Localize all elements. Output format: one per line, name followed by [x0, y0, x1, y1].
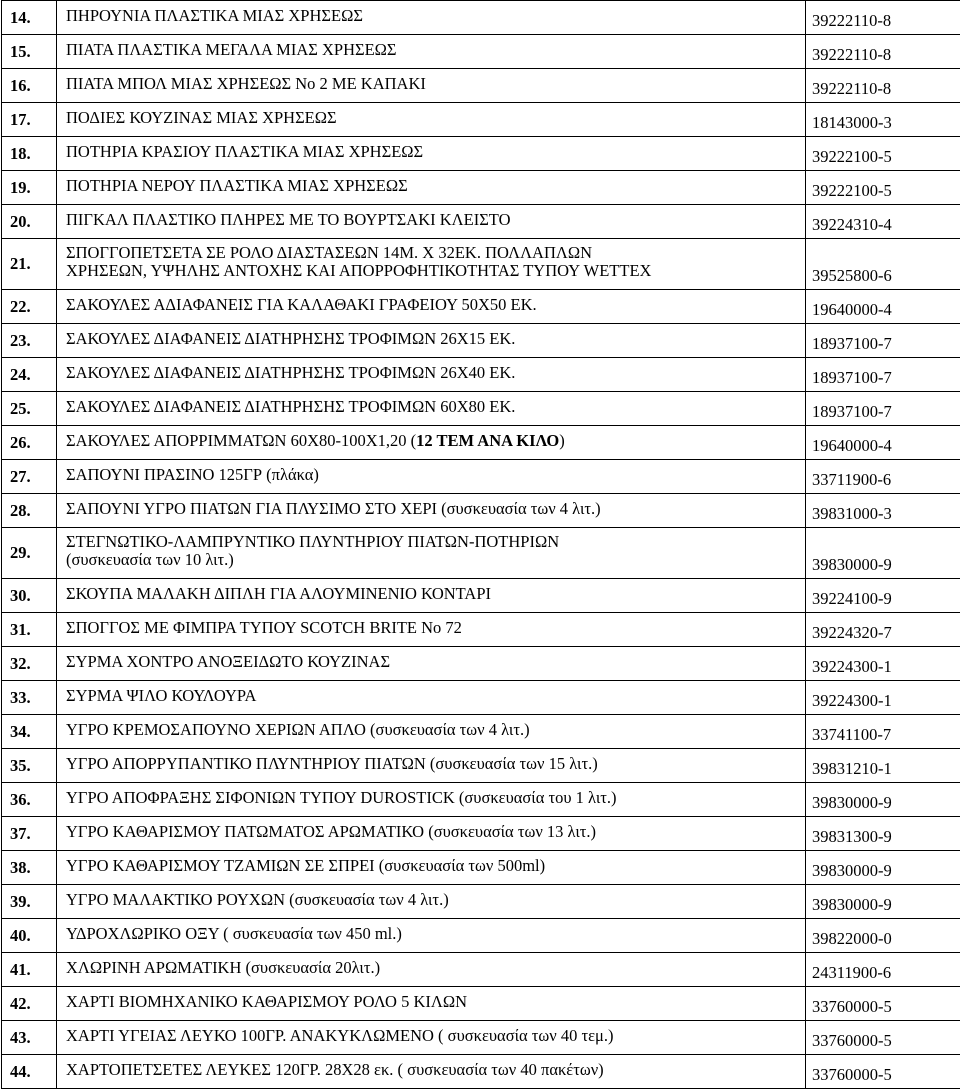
- item-description-line-1: ΣΠΟΓΓΟΠΕΤΣΕΤΑ ΣΕ ΡΟΛΟ ΔΙΑΣΤΑΣΕΩΝ 14Μ. Χ 32ΕΚ. ΠΟΛΛΑΠΛΩΝ: [66, 244, 799, 262]
- item-cpv-code: 39224320-7: [806, 613, 960, 647]
- item-number: 19.: [2, 171, 57, 205]
- item-description-text: ΠΟΤΗΡΙΑ ΚΡΑΣΙΟΥ ΠΛΑΣΤΙΚΑ ΜΙΑΣ ΧΡΗΣΕΩΣ: [66, 142, 423, 161]
- item-cpv-code: 39224300-1: [806, 681, 960, 715]
- table-row: [2, 681, 960, 715]
- item-cpv-code: 39224100-9: [806, 579, 960, 613]
- item-description: [57, 171, 806, 205]
- item-cpv-code: 33760000-5: [806, 1021, 960, 1055]
- item-description-text: ΥΓΡΟ ΜΑΛΑΚΤΙΚΟ ΡΟΥΧΩΝ (συσκευασία των 4 λιτ.): [66, 890, 449, 909]
- table-row: [2, 953, 960, 987]
- item-cpv-code: 39222110-8: [806, 1, 960, 35]
- item-number: 14.: [2, 1, 57, 35]
- items-table-body: [2, 1, 960, 1089]
- table-row: [2, 460, 960, 494]
- item-number: 27.: [2, 460, 57, 494]
- item-number: 38.: [2, 851, 57, 885]
- item-number: 41.: [2, 953, 57, 987]
- item-description: [57, 987, 806, 1021]
- item-cpv-code: 19640000-4: [806, 290, 960, 324]
- item-cpv-code: 33760000-5: [806, 1055, 960, 1089]
- item-number: 35.: [2, 749, 57, 783]
- table-row: [2, 647, 960, 681]
- item-cpv-code: 39222110-8: [806, 35, 960, 69]
- item-description-bold: 12 ΤΕΜ ΑΝΑ ΚΙΛΟ: [416, 431, 559, 450]
- table-row: [2, 205, 960, 239]
- table-row: [2, 919, 960, 953]
- item-description-line-2: ΧΡΗΣΕΩΝ, ΥΨΗΛΗΣ ΑΝΤΟΧΗΣ ΚΑΙ ΑΠΟΡΡΟΦΗΤΙΚΟΤΗΤΑΣ ΤΥΠΟΥ WETTEX: [66, 262, 799, 280]
- item-description-text: ΥΓΡΟ ΑΠΟΡΡΥΠΑΝΤΙΚΟ ΠΛΥΝΤΗΡΙΟΥ ΠΙΑΤΩΝ (συσκευασία των 15 λιτ.): [66, 754, 598, 773]
- item-description: [57, 783, 806, 817]
- table-row: [2, 579, 960, 613]
- item-description-text: ΥΔΡΟΧΛΩΡΙΚΟ ΟΞΥ ( συσκευασία των 450 ml.): [66, 924, 402, 943]
- item-number: 31.: [2, 613, 57, 647]
- table-row: [2, 1021, 960, 1055]
- item-description-text: ΣΥΡΜΑ ΨΙΛΟ ΚΟΥΛΟΥΡΑ: [66, 686, 256, 705]
- item-description-text: ΣΑΠΟΥΝΙ ΥΓΡΟ ΠΙΑΤΩΝ ΓΙΑ ΠΛΥΣΙΜΟ ΣΤΟ ΧΕΡΙ (συσκευασία των 4 λιτ.): [66, 499, 601, 518]
- item-description-text: ΥΓΡΟ ΚΑΘΑΡΙΣΜΟΥ ΤΖΑΜΙΩΝ ΣΕ ΣΠΡΕΙ (συσκευασία των 500ml): [66, 856, 545, 875]
- table-row: [2, 239, 960, 290]
- item-number: 21.: [2, 239, 57, 290]
- item-cpv-code: 33741100-7: [806, 715, 960, 749]
- item-number: 37.: [2, 817, 57, 851]
- item-number: 24.: [2, 358, 57, 392]
- table-row: [2, 528, 960, 579]
- item-description-text: ΣΠΟΓΓΟΣ ΜΕ ΦΙΜΠΡΑ ΤΥΠΟΥ SCOTCH BRITE Νο 72: [66, 618, 462, 637]
- item-description: [57, 1, 806, 35]
- item-cpv-code: 39222100-5: [806, 137, 960, 171]
- table-row: [2, 613, 960, 647]
- item-description-text: ΣΑΚΟΥΛΕΣ ΔΙΑΦΑΝΕΙΣ ΔΙΑΤΗΡΗΣΗΣ ΤΡΟΦΙΜΩΝ 26Χ40 ΕΚ.: [66, 363, 515, 382]
- item-description: [57, 715, 806, 749]
- item-description-text: ΣΑΚΟΥΛΕΣ ΔΙΑΦΑΝΕΙΣ ΔΙΑΤΗΡΗΣΗΣ ΤΡΟΦΙΜΩΝ 60Χ80 ΕΚ.: [66, 397, 515, 416]
- item-number: 32.: [2, 647, 57, 681]
- item-number: 17.: [2, 103, 57, 137]
- item-description-line-1: ΣΤΕΓΝΩΤΙΚΟ-ΛΑΜΠΡΥΝΤΙΚΟ ΠΛΥΝΤΗΡΙΟΥ ΠΙΑΤΩΝ-ΠΟΤΗΡΙΩΝ: [66, 533, 799, 551]
- item-description-text: ΧΑΡΤΙ ΥΓΕΙΑΣ ΛΕΥΚΟ 100ΓΡ. ΑΝΑΚΥΚΛΩΜΕΝΟ ( συσκευασία των 40 τεμ.): [66, 1026, 614, 1045]
- item-description: [57, 358, 806, 392]
- item-cpv-code: 39830000-9: [806, 528, 960, 579]
- item-number: 42.: [2, 987, 57, 1021]
- item-description: [57, 1021, 806, 1055]
- item-description-text: ΧΑΡΤΙ ΒΙΟΜΗΧΑΝΙΚΟ ΚΑΘΑΡΙΣΜΟΥ ΡΟΛΟ 5 ΚΙΛΩΝ: [66, 992, 467, 1011]
- item-description: [57, 953, 806, 987]
- table-row: [2, 851, 960, 885]
- item-cpv-code: 39822000-0: [806, 919, 960, 953]
- table-row: [2, 885, 960, 919]
- table-row: [2, 1055, 960, 1089]
- item-description: [57, 426, 806, 460]
- item-description: [57, 613, 806, 647]
- item-description-text: ΠΟΤΗΡΙΑ ΝΕΡΟΥ ΠΛΑΣΤΙΚΑ ΜΙΑΣ ΧΡΗΣΕΩΣ: [66, 176, 408, 195]
- item-description: [57, 1055, 806, 1089]
- item-description-text: ΧΑΡΤΟΠΕΤΣΕΤΕΣ ΛΕΥΚΕΣ 120ΓΡ. 28Χ28 εκ. ( συσκευασία των 40 πακέτων): [66, 1060, 604, 1079]
- item-cpv-code: 39830000-9: [806, 851, 960, 885]
- item-description: [57, 817, 806, 851]
- item-description-text: ΣΥΡΜΑ ΧΟΝΤΡΟ ΑΝΟΞΕΙΔΩΤΟ ΚΟΥΖΙΝΑΣ: [66, 652, 390, 671]
- item-cpv-code: 39831210-1: [806, 749, 960, 783]
- item-number: 25.: [2, 392, 57, 426]
- item-cpv-code: 39525800-6: [806, 239, 960, 290]
- item-description-text: ΣΑΚΟΥΛΕΣ ΔΙΑΦΑΝΕΙΣ ΔΙΑΤΗΡΗΣΗΣ ΤΡΟΦΙΜΩΝ 26Χ15 ΕΚ.: [66, 329, 515, 348]
- table-row: [2, 290, 960, 324]
- table-row: [2, 137, 960, 171]
- item-number: 20.: [2, 205, 57, 239]
- item-cpv-code: 39830000-9: [806, 885, 960, 919]
- item-number: 43.: [2, 1021, 57, 1055]
- item-description: [57, 528, 806, 579]
- item-cpv-code: 33760000-5: [806, 987, 960, 1021]
- item-description-text: ΣΑΚΟΥΛΕΣ ΑΔΙΑΦΑΝΕΙΣ ΓΙΑ ΚΑΛΑΘΑΚΙ ΓΡΑΦΕΙΟΥ 50Χ50 ΕΚ.: [66, 295, 537, 314]
- item-number: 28.: [2, 494, 57, 528]
- item-description: [57, 460, 806, 494]
- item-number: 23.: [2, 324, 57, 358]
- item-number: 15.: [2, 35, 57, 69]
- item-description: [57, 290, 806, 324]
- item-number: 30.: [2, 579, 57, 613]
- item-cpv-code: 39830000-9: [806, 783, 960, 817]
- table-row: [2, 783, 960, 817]
- item-description: [57, 392, 806, 426]
- table-row: [2, 103, 960, 137]
- table-row: [2, 817, 960, 851]
- item-cpv-code: 39224300-1: [806, 647, 960, 681]
- item-number: 36.: [2, 783, 57, 817]
- item-number: 33.: [2, 681, 57, 715]
- item-description: [57, 579, 806, 613]
- item-description-text: ΥΓΡΟ ΑΠΟΦΡΑΞΗΣ ΣΙΦΟΝΙΩΝ ΤΥΠΟΥ DUROSTICK (συσκευασία του 1 λιτ.): [66, 788, 617, 807]
- item-number: 18.: [2, 137, 57, 171]
- table-row: [2, 987, 960, 1021]
- item-description-text: ΥΓΡΟ ΚΑΘΑΡΙΣΜΟΥ ΠΑΤΩΜΑΤΟΣ ΑΡΩΜΑΤΙΚΟ (συσκευασία των 13 λιτ.): [66, 822, 596, 841]
- item-description: [57, 69, 806, 103]
- table-row: [2, 358, 960, 392]
- table-row: [2, 392, 960, 426]
- item-description-text: ΧΛΩΡΙΝΗ ΑΡΩΜΑΤΙΚΗ (συσκευασία 20λιτ.): [66, 958, 380, 977]
- item-description: [57, 239, 806, 290]
- item-cpv-code: 18937100-7: [806, 358, 960, 392]
- item-description: [57, 205, 806, 239]
- item-number: 39.: [2, 885, 57, 919]
- table-row: [2, 171, 960, 205]
- item-cpv-code: 18937100-7: [806, 324, 960, 358]
- item-cpv-code: 39222100-5: [806, 171, 960, 205]
- item-cpv-code: 39224310-4: [806, 205, 960, 239]
- table-row: [2, 749, 960, 783]
- item-number: 22.: [2, 290, 57, 324]
- item-description: [57, 137, 806, 171]
- item-number: 16.: [2, 69, 57, 103]
- item-cpv-code: 33711900-6: [806, 460, 960, 494]
- item-description-text: ΠΙΑΤΑ ΠΛΑΣΤΙΚΑ ΜΕΓΑΛΑ ΜΙΑΣ ΧΡΗΣΕΩΣ: [66, 40, 397, 59]
- item-description: [57, 749, 806, 783]
- item-cpv-code: 24311900-6: [806, 953, 960, 987]
- item-description-line-2: (συσκευασία των 10 λιτ.): [66, 551, 799, 569]
- item-description-text: ΠΟΔΙΕΣ ΚΟΥΖΙΝΑΣ ΜΙΑΣ ΧΡΗΣΕΩΣ: [66, 108, 337, 127]
- item-description-text: ΠΙΑΤΑ ΜΠΟΛ ΜΙΑΣ ΧΡΗΣΕΩΣ Νο 2 ΜΕ ΚΑΠΑΚΙ: [66, 74, 426, 93]
- item-description-text: ΠΙΓΚΑΛ ΠΛΑΣΤΙΚΟ ΠΛΗΡΕΣ ΜΕ ΤΟ ΒΟΥΡΤΣΑΚΙ ΚΛΕΙΣΤΟ: [66, 210, 511, 229]
- item-cpv-code: 39831000-3: [806, 494, 960, 528]
- table-row: [2, 426, 960, 460]
- item-description: [57, 851, 806, 885]
- item-number: 40.: [2, 919, 57, 953]
- item-description: [57, 103, 806, 137]
- item-description-text: ΠΗΡΟΥΝΙΑ ΠΛΑΣΤΙΚΑ ΜΙΑΣ ΧΡΗΣΕΩΣ: [66, 6, 363, 25]
- item-number: 26.: [2, 426, 57, 460]
- item-description: [57, 324, 806, 358]
- item-description: [57, 681, 806, 715]
- table-row: [2, 1, 960, 35]
- item-cpv-code: 39831300-9: [806, 817, 960, 851]
- item-cpv-code: 19640000-4: [806, 426, 960, 460]
- item-description-text: ΣΑΠΟΥΝΙ ΠΡΑΣΙΝΟ 125ΓΡ (πλάκα): [66, 465, 319, 484]
- item-number: 29.: [2, 528, 57, 579]
- table-row: [2, 35, 960, 69]
- items-table: [1, 0, 960, 1089]
- table-row: [2, 494, 960, 528]
- item-number: 34.: [2, 715, 57, 749]
- item-cpv-code: 39222110-8: [806, 69, 960, 103]
- item-description: [57, 647, 806, 681]
- item-description-text: ΥΓΡΟ ΚΡΕΜΟΣΑΠΟΥΝΟ ΧΕΡΙΩΝ ΑΠΛΟ (συσκευασία των 4 λιτ.): [66, 720, 530, 739]
- item-description-text: ΣΑΚΟΥΛΕΣ ΑΠΟΡΡΙΜΜΑΤΩΝ 60Χ80-100Χ1,20 (: [66, 431, 416, 450]
- table-row: [2, 324, 960, 358]
- item-description: [57, 35, 806, 69]
- item-cpv-code: 18937100-7: [806, 392, 960, 426]
- table-row: [2, 69, 960, 103]
- item-description-text: ΣΚΟΥΠΑ ΜΑΛΑΚΗ ΔΙΠΛΗ ΓΙΑ ΑΛΟΥΜΙΝΕΝΙΟ ΚΟΝΤΑΡΙ: [66, 584, 491, 603]
- item-description: [57, 919, 806, 953]
- table-row: [2, 715, 960, 749]
- item-cpv-code: 18143000-3: [806, 103, 960, 137]
- item-number: 44.: [2, 1055, 57, 1089]
- item-description: [57, 885, 806, 919]
- item-description: [57, 494, 806, 528]
- item-description-suffix: ): [559, 431, 565, 450]
